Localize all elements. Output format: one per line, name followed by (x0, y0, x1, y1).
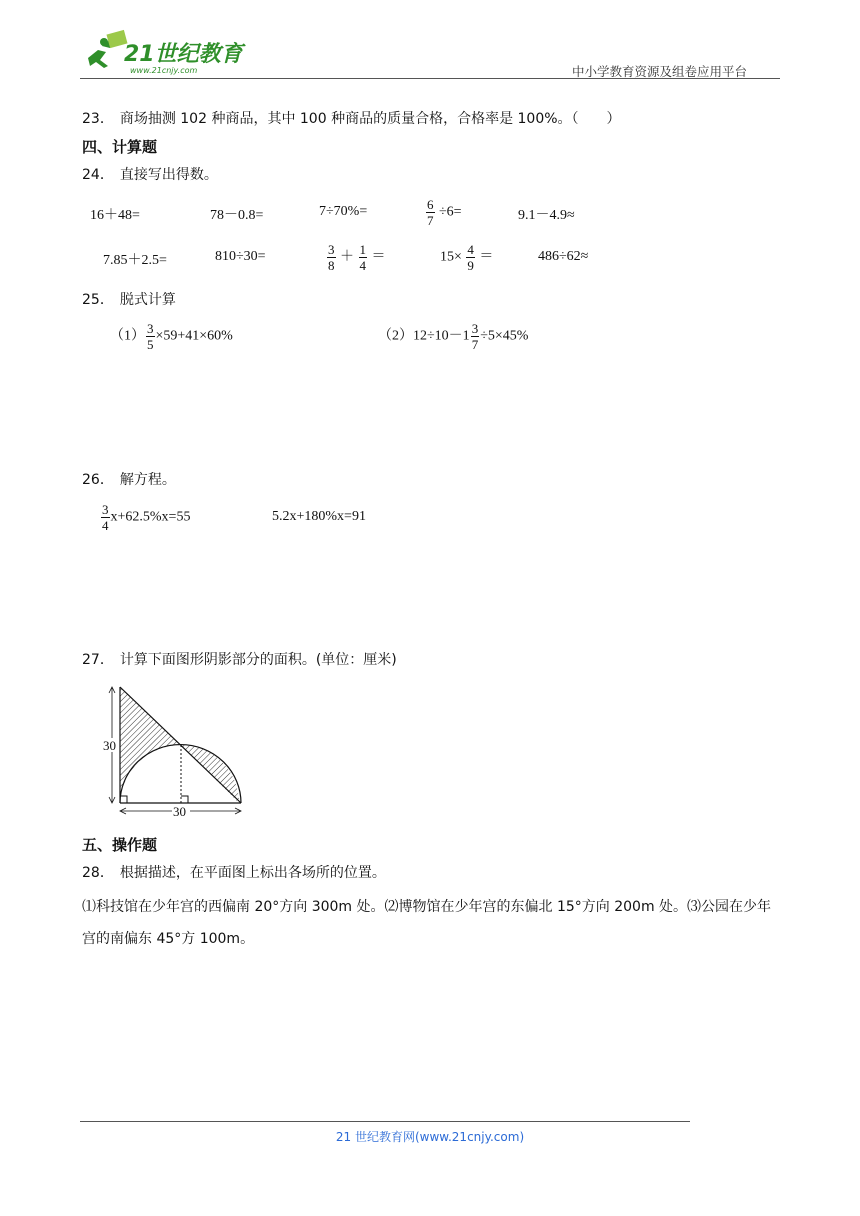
question-text: 直接写出得数。 (119, 167, 218, 183)
figure-label-base: 30 (173, 804, 186, 817)
calc-item: 7÷70%= (319, 204, 368, 219)
calc-item: 7.85＋2.5= (103, 253, 167, 268)
question-text: 计算下面图形阴影部分的面积。(单位：厘米) (119, 652, 397, 668)
site-name: 中小学教育资源及组卷应用平台 (572, 64, 748, 79)
question-text: 商场抽测 102 种商品，其中 100 种商品的质量合格，合格率是 100%。（ ） (119, 111, 621, 127)
question-28-description: ⑴科技馆在少年宫的西偏南 20°方向 300m 处。⑵博物馆在少年宫的东偏北 15°方向 200m 处。⑶公园在少年宫的南偏东 45°方 100m。 (82, 899, 772, 947)
figure-label-height: 30 (103, 738, 116, 753)
calc-item: 78－0.8= (210, 208, 264, 223)
question-number: 26． (82, 472, 114, 488)
footer-divider (80, 1121, 690, 1122)
calc-item: $\frac{6}{7}$ ÷6= (427, 197, 462, 228)
logo-graphic (80, 28, 255, 78)
question-text: 脱式计算 (119, 292, 176, 308)
equation-1: $\frac{3}{4}$ x+62.5%x=55 (102, 502, 191, 533)
calc-item: 810÷30= (215, 249, 266, 264)
calc-item: 486÷62≈ (538, 249, 589, 264)
fraction: $\frac{3}{8}$ (328, 242, 335, 273)
question-24 (82, 164, 218, 184)
fraction: $\frac{3}{5}$ (147, 321, 154, 352)
header-divider (80, 78, 780, 79)
fraction: $\frac{1}{4}$ (359, 242, 366, 273)
question-number: 27． (82, 652, 114, 668)
section-title-5: 五、操作题 (82, 836, 158, 854)
question-number: 24． (82, 167, 114, 183)
site-logo (80, 28, 255, 78)
calc-problem-2: （2）12÷10－1 $\frac{3}{7}$ ÷5×45% (378, 321, 529, 352)
fraction: $\frac{6}{7}$ (427, 197, 434, 228)
logo-text: 21世纪教育 (124, 42, 243, 67)
fraction: $\frac{4}{9}$ (467, 242, 474, 273)
question-25 (82, 289, 176, 309)
section-title-4: 四、计算题 (82, 138, 158, 156)
question-23 (82, 108, 621, 128)
question-text: 解方程。 (119, 472, 176, 488)
question-number: 25． (82, 292, 114, 308)
calc-item: 9.1－4.9≈ (518, 208, 575, 223)
footer-link[interactable]: 21 世纪教育网(www.21cnjy.com) (335, 1130, 525, 1144)
calc-item: 16＋48= (90, 208, 140, 223)
fraction: $\frac{3}{4}$ (102, 502, 109, 533)
question-28 (82, 862, 386, 882)
calc-problem-1: （1） $\frac{3}{5}$ ×59+41×60% (110, 321, 233, 352)
shaded-area-figure (100, 682, 250, 817)
question-text: 根据描述，在平面图上标出各场所的位置。 (119, 865, 386, 881)
question-number: 28． (82, 865, 114, 881)
question-26 (82, 469, 176, 489)
equation-2: 5.2x+180%x=91 (272, 509, 366, 524)
calc-item: $\frac{3}{8}$ ＋ $\frac{1}{4}$ ＝ (328, 242, 386, 273)
calc-item: 15× $\frac{4}{9}$ ＝ (440, 242, 494, 273)
fraction: $\frac{3}{7}$ (471, 321, 479, 352)
question-27 (82, 649, 397, 669)
question-number: 23． (82, 111, 114, 127)
logo-url: www.21cnjy.com (130, 66, 198, 75)
